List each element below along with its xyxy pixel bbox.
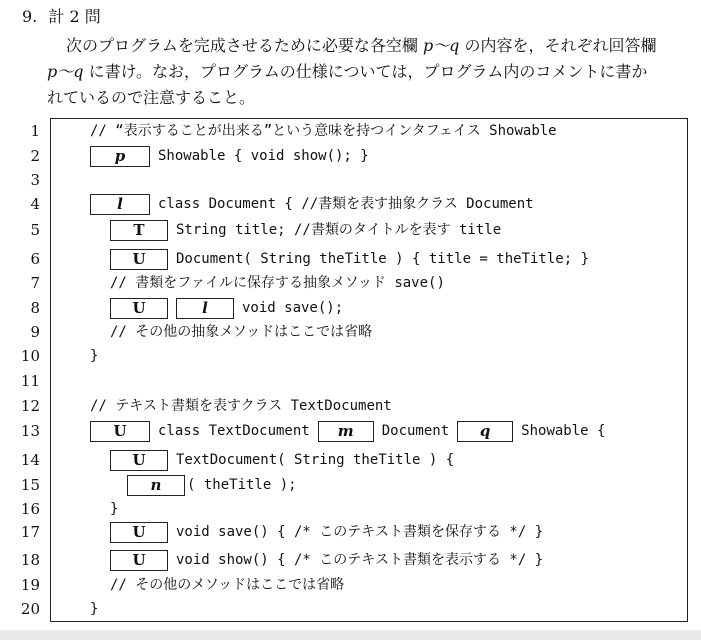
question-header: [22, 4, 101, 27]
code-text: // “表示することが出来る”という意味を持つインタフェイス Showable: [90, 123, 557, 139]
page-bottom-strip: [0, 630, 701, 640]
code-line: [0, 419, 700, 443]
code-text: // その他の抽象メソッドはここでは省略: [110, 324, 373, 340]
line-number: 7: [30, 274, 40, 292]
code-line: [0, 144, 700, 168]
answer-blank-U[interactable]: U: [110, 249, 168, 270]
code-line: [0, 548, 700, 572]
line-number: 17: [20, 523, 40, 541]
intro-line-2: [47, 59, 692, 82]
intro-var: p〜q: [47, 62, 84, 81]
code-text: Document: [381, 423, 450, 439]
code-line: [0, 247, 700, 271]
code-line: [0, 271, 700, 295]
code-text: Document( String theTitle ) { title = theTitle; }: [176, 251, 590, 267]
code-line: [0, 394, 700, 418]
answer-blank-p[interactable]: p: [90, 146, 150, 167]
answer-blank-U[interactable]: U: [110, 522, 168, 543]
line-number: 14: [20, 451, 40, 469]
code-text: Showable { void show(); }: [158, 148, 369, 164]
intro-text: 次のプログラムを完成させるために必要な各空欄: [66, 36, 418, 55]
intro-text: に書け。なお，プログラムの仕様については，プログラム内のコメントに書か: [88, 62, 648, 81]
code-text: // 書類をファイルに保存する抽象メソッド save(): [110, 275, 445, 291]
intro-line-1: [66, 33, 701, 56]
code-text: void save() { /* このテキスト書類を保存する */ }: [176, 524, 544, 540]
code-text: }: [90, 348, 99, 364]
line-number: 6: [30, 250, 40, 268]
answer-blank-T[interactable]: T: [110, 220, 168, 241]
answer-blank-l[interactable]: l: [90, 194, 150, 215]
code-text: TextDocument( String theTitle ) {: [176, 452, 455, 468]
code-text: Showable {: [521, 423, 606, 439]
code-line: [0, 192, 700, 216]
answer-blank-U[interactable]: U: [110, 450, 168, 471]
code-text: class Document { //書類を表す抽象クラス Document: [158, 196, 534, 212]
line-number: 16: [20, 500, 40, 518]
line-number: 19: [20, 576, 40, 594]
line-number: 12: [20, 397, 40, 415]
code-line: [0, 218, 700, 242]
line-number: 2: [30, 147, 40, 165]
intro-line-3: れているので注意すること。: [47, 88, 256, 107]
code-text: // その他のメソッドはここでは省略: [110, 577, 345, 593]
line-number: 3: [30, 171, 40, 189]
code-line: [0, 573, 700, 597]
code-line: [0, 448, 700, 472]
code-line: [0, 597, 700, 621]
code-text: // テキスト書類を表すクラス TextDocument: [90, 398, 392, 414]
line-number: 20: [20, 600, 40, 618]
answer-blank-n[interactable]: n: [127, 475, 185, 496]
line-number: 13: [20, 422, 40, 440]
code-text: ( theTitle );: [187, 477, 297, 493]
intro-var: p〜q: [422, 36, 460, 55]
answer-blank-q[interactable]: q: [457, 421, 513, 442]
line-number: 10: [20, 347, 40, 365]
code-line: [0, 296, 700, 320]
code-line: [0, 344, 700, 368]
answer-blank-U[interactable]: U: [90, 421, 150, 442]
code-text: String title; //書類のタイトルを表す title: [176, 222, 502, 238]
line-number: 5: [30, 221, 40, 239]
answer-blank-m[interactable]: m: [318, 421, 374, 442]
code-line: [0, 369, 700, 393]
code-text: }: [90, 601, 99, 617]
answer-blank-U[interactable]: U: [110, 550, 168, 571]
line-number: 15: [20, 476, 40, 494]
code-line: [0, 320, 700, 344]
code-line: [0, 119, 700, 143]
code-text: void save();: [242, 300, 344, 316]
line-number: 11: [20, 372, 40, 390]
line-number: 4: [30, 195, 40, 213]
code-line: [0, 520, 700, 544]
line-number: 8: [30, 299, 40, 317]
question-title: 計 2 問: [48, 7, 101, 26]
question-number: 9.: [22, 7, 38, 26]
code-line: [0, 473, 700, 497]
code-line: [0, 168, 700, 192]
line-number: 18: [20, 551, 40, 569]
intro-text: の内容を，それぞれ回答欄: [464, 36, 657, 55]
code-text: void show() { /* このテキスト書類を表示する */ }: [176, 552, 544, 568]
answer-blank-l[interactable]: l: [176, 298, 234, 319]
answer-blank-U[interactable]: U: [110, 298, 168, 319]
code-text: class TextDocument: [158, 423, 310, 439]
line-number: 9: [30, 323, 40, 341]
code-line: [0, 497, 700, 521]
code-text: }: [110, 501, 119, 517]
line-number: 1: [30, 122, 40, 140]
